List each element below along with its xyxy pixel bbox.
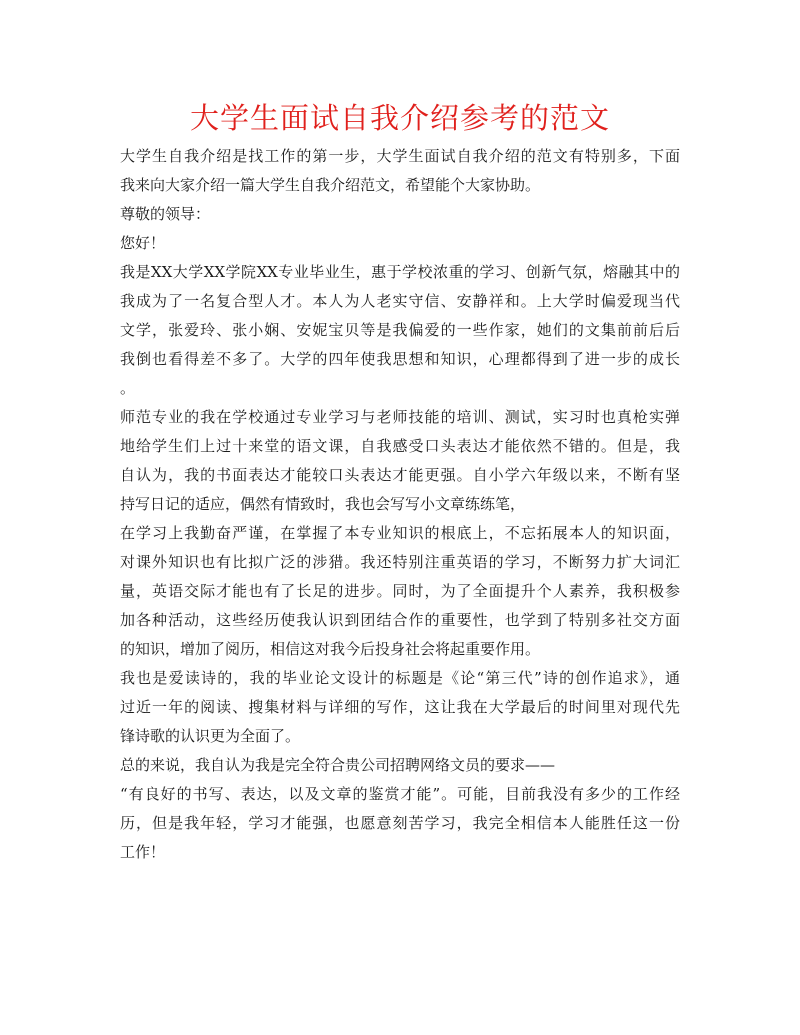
text-line: “有良好的书写、表达，以及文章的鉴赏才能”。可能，目前我没有多少的工作经 [120,785,680,803]
text-line: 我倒也看得差不多了。大学的四年使我思想和知识，心理都得到了进一步的成长 [120,350,680,368]
text-line: 文学，张爱玲、张小娴、安妮宝贝等是我偏爱的一些作家，她们的文集前前后后 [120,321,680,339]
text-line: 您好！ [120,234,166,252]
text-line: 加各种活动，这些经历使我认识到团结合作的重要性，也学到了特别多社交方面 [120,611,680,629]
text-line: 在学习上我勤奋严谨，在掌握了本专业知识的根底上，不忘拓展本人的知识面， [120,524,680,542]
text-line: 持写日记的适应，偶然有情致时，我也会写写小文章练练笔， [120,495,526,513]
text-line: 我成为了一名复合型人才。本人为人老实守信、安静祥和。上大学时偏爱现当代 [120,292,680,310]
text-line: 对课外知识也有比拟广泛的涉猎。我还特别注重英语的学习，不断努力扩大词汇 [120,553,680,571]
text-line: 量，英语交际才能也有了长足的进步。同时，为了全面提升个人素养，我积极参 [120,582,680,600]
document-body [120,142,680,867]
text-line: 尊敬的领导： [120,205,211,223]
text-line: 。 [120,379,136,397]
page-title: 大学生面试自我介绍参考的范文 [189,101,610,135]
text-line: 我来向大家介绍一篇大学生自我介绍范文，希望能个大家协助。 [120,176,541,194]
text-line: 历，但是我年轻，学习才能强，也愿意刻苦学习，我完全相信本人能胜任这一份 [120,814,680,832]
text-line: 我是XX大学XX学院XX专业毕业生，惠于学校浓重的学习、创新气氛，熔融其中的 [120,263,680,281]
text-line: 地给学生们上过十来堂的语文课，自我感受口头表达才能依然不错的。但是，我 [120,437,680,455]
text-line: 师范专业的我在学校通过专业学习与老师技能的培训、测试，实习时也真枪实弹 [120,408,680,426]
text-line: 锋诗歌的认识更为全面了。 [120,727,301,745]
text-line: 的知识，增加了阅历，相信这对我今后投身社会将起重要作用。 [120,640,541,658]
text-line: 大学生自我介绍是找工作的第一步，大学生面试自我介绍的范文有特别多，下面 [120,147,680,165]
text-line: 自认为，我的书面表达才能较口头表达才能更强。自小学六年级以来，不断有坚 [120,466,680,484]
text-line: 工作！ [120,843,166,861]
text-line: 过近一年的阅读、搜集材料与详细的写作，这让我在大学最后的时间里对现代先 [120,698,680,716]
text-line: 我也是爱读诗的，我的毕业论文设计的标题是《论“第三代”诗的创作追求》，通 [120,669,680,687]
text-line: 总的来说，我自认为我是完全符合贵公司招聘网络文员的要求—— [120,756,556,774]
